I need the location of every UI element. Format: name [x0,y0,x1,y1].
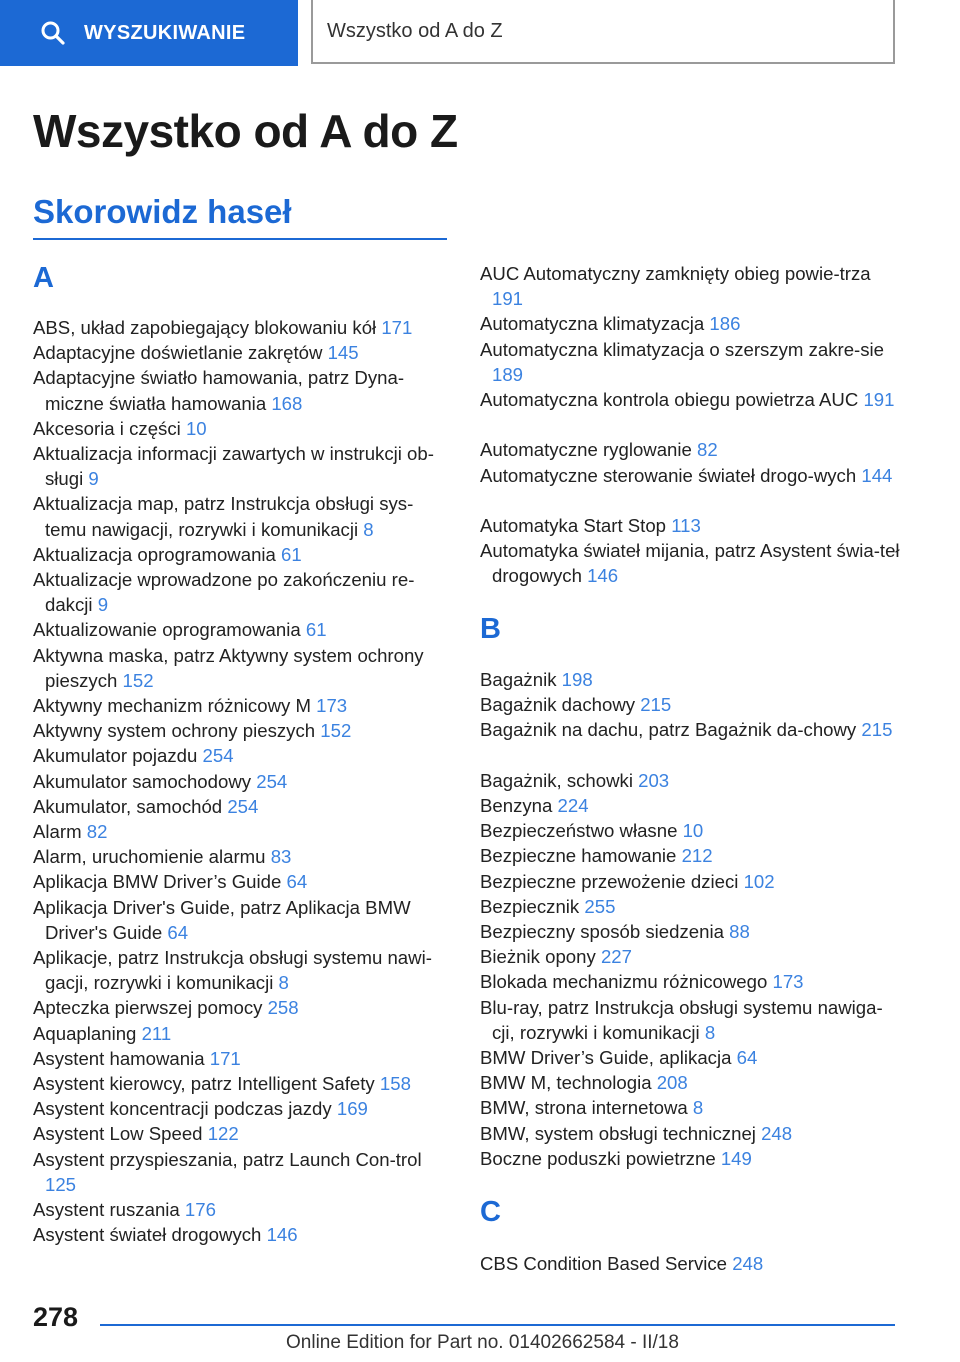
entry-page-link[interactable]: 168 [271,392,303,414]
entry-page-link[interactable]: 254 [202,745,234,767]
index-entry [480,793,900,818]
index-entry [480,538,900,588]
entry-page-link[interactable]: 255 [584,895,616,917]
entry-term: Aktualizowanie oprogramowania [33,619,306,641]
index-entry [33,1071,453,1096]
entry-page-link[interactable]: 176 [184,1199,216,1220]
entry-term: Apteczka pierwszej pomocy [33,997,268,1019]
entry-term: Bezpieczeństwo własne [480,820,683,842]
entry-page-link[interactable]: 191 [492,288,524,310]
entry-page-link[interactable]: 10 [185,417,207,439]
entry-page-link[interactable]: 254 [227,795,259,817]
index-entry [33,819,453,844]
entry-term: Boczne poduszki powietrzne [480,1147,721,1169]
entry-term: Blu-ray, patrz Instrukcja obsługi systemu nawiga-cji, rozrywki i komunikacji [480,996,883,1043]
entry-term: Asystent świateł drogowych [33,1224,267,1246]
index-entry [33,743,453,768]
entry-page-link[interactable]: 173 [772,971,804,993]
entry-page-link[interactable]: 215 [861,719,893,741]
entry-term: Alarm [33,821,87,842]
entry-page-link[interactable]: 61 [305,619,327,641]
entry-page-link[interactable]: 122 [207,1123,239,1145]
entry-term: Bezpieczne hamowanie [480,845,682,867]
entry-term: Aktualizacja map, patrz Instrukcja obsługi sys-temu nawigacji, rozrywki i komunikacji [33,493,414,540]
entry-term: Asystent przyspieszania, patrz Launch Con-trol [33,1148,422,1170]
index-entry [480,1146,900,1171]
entry-term: Aplikacje, patrz Instrukcja obsługi systemu nawi-gacji, rozrywki i komunikacji [33,947,432,994]
index-entry [33,1222,453,1247]
search-button-label: WYSZUKIWANIE [84,21,246,44]
section-divider [33,238,447,240]
entry-page-link[interactable]: 146 [587,565,619,587]
entry-page-link[interactable]: 82 [86,821,108,842]
index-entry [480,387,900,412]
entry-page-link[interactable]: 61 [281,543,302,565]
entry-term: BMW M, technologia [480,1072,657,1094]
entry-page-link[interactable]: 125 [45,1173,77,1195]
entry-term: Automatyczna klimatyzacja [480,313,710,335]
entry-term: Bezpieczne przewożenie dzieci [480,870,744,892]
entry-page-link[interactable]: 8 [363,518,374,540]
index-entry [33,1147,453,1197]
entry-page-link[interactable]: 149 [720,1147,752,1169]
entry-page-link[interactable]: 254 [256,770,288,792]
entry-term: Aplikacja Driver's Guide, patrz Aplikacja BMW Driver's Guide [33,896,411,943]
entry-page-link[interactable]: 9 [97,594,109,616]
index-entry [480,894,900,919]
entry-page-link[interactable]: 8 [704,1021,716,1043]
entry-term: Bagażnik dachowy [480,694,641,716]
edition-text: Online Edition for Part no. 01402662584 - II/18 [286,1332,679,1353]
entry-term: BMW, strona internetowa [480,1097,693,1119]
index-entry [33,945,453,995]
index-letter: A [33,262,54,294]
entry-page-link[interactable]: 64 [286,871,308,893]
entry-page-link[interactable]: 208 [656,1072,688,1094]
entry-page-link[interactable]: 8 [692,1097,704,1119]
index-entry [33,995,453,1020]
breadcrumb[interactable]: Wszystko od A do Z [311,0,895,64]
entry-term: Automatyczne ryglowanie [480,439,698,461]
entry-term: Aktywny mechanizm różnicowy M [33,695,317,716]
entry-term: Blokada mechanizmu różnicowego [480,971,773,993]
entry-page-link[interactable]: 258 [267,997,299,1019]
index-entry [33,441,453,491]
entry-term: Asystent kierowcy, patrz Intelligent Safety [33,1073,380,1094]
index-letter: B [480,613,501,645]
entry-term: Automatyka świateł mijania, patrz Asystent świa-teł drogowych [480,540,900,587]
page-number: 278 [33,1302,79,1332]
entry-term: Asystent koncentracji podczas jazdy [33,1098,337,1120]
index-entry [480,261,900,311]
entry-term: BMW, system obsługi technicznej [480,1122,762,1144]
index-entry [480,969,900,994]
index-entry [480,1095,900,1120]
entry-page-link[interactable]: 152 [320,720,352,742]
entry-term: AUC Automatyczny zamknięty obieg powie-trza [480,263,871,284]
index-entry [480,437,900,462]
index-entry [480,869,900,894]
entry-term: Akumulator samochodowy [33,770,257,792]
index-entry [480,1045,900,1070]
entry-term: CBS Condition Based Service [480,1253,733,1274]
entry-page-link[interactable]: 227 [600,946,632,968]
index-entry [33,315,453,340]
entry-page-link[interactable]: 248 [761,1122,793,1144]
index-entry [33,895,453,945]
index-letter: C [480,1196,501,1228]
index-entry [480,717,900,742]
entry-term: Bieżnik opony [480,946,601,968]
entry-term: Bagażnik [480,669,562,690]
page-title: Wszystko od A do Z [33,105,458,157]
entry-page-link[interactable]: 64 [736,1047,758,1068]
entry-page-link[interactable]: 169 [336,1098,368,1120]
entry-page-link[interactable]: 10 [682,820,704,842]
entry-term: Bezpieczny sposób siedzenia [480,921,730,942]
index-entry [33,1197,453,1222]
index-entry [33,1096,453,1121]
entry-page-link[interactable]: 248 [732,1253,764,1274]
index-entry [480,311,900,336]
entry-term: ABS, układ zapobiegający blokowaniu kół [33,317,382,338]
index-entry [480,1251,900,1276]
entry-page-link[interactable]: 189 [492,363,524,385]
entry-page-link[interactable]: 152 [122,669,154,691]
entry-term: Adaptacyjne światło hamowania, patrz Dyna-miczne światła hamowania [33,367,405,414]
entry-page-link[interactable]: 102 [743,870,775,892]
index-entry [480,513,900,538]
entry-term: Aktualizacje wprowadzone po zakończeniu re-dakcji [33,569,415,616]
index-entry [33,844,453,869]
index-entry [33,491,453,541]
entry-page-link[interactable]: 145 [327,342,359,364]
entry-page-link[interactable]: 171 [381,317,413,338]
index-entry [480,768,900,793]
entry-page-link[interactable]: 113 [671,515,701,536]
index-entry [33,1121,453,1146]
index-entry [33,567,453,617]
index-entry [480,995,900,1045]
entry-term: Aktualizacja informacji zawartych w instrukcji ob-sługi [33,443,434,490]
entry-page-link[interactable]: 215 [640,694,672,716]
entry-page-link[interactable]: 144 [861,464,893,486]
index-entry [33,643,453,693]
entry-term: Bagażnik, schowki [480,769,639,791]
index-entry [33,718,453,743]
entry-term: Alarm, uruchomienie alarmu [33,846,271,868]
index-entry [480,463,900,488]
entry-term: Aktywna maska, patrz Aktywny system ochrony pieszych [33,644,424,691]
index-entry [33,869,453,894]
entry-term: Aplikacja BMW Driver’s Guide [33,871,287,893]
footer-divider [100,1324,895,1326]
entry-page-link[interactable]: 191 [863,389,895,410]
search-button[interactable] [0,0,298,66]
entry-term: Bagażnik na dachu, patrz Bagażnik da-chowy [480,719,862,741]
index-entry [33,416,453,441]
entry-page-link[interactable]: 88 [729,921,750,942]
entry-page-link[interactable]: 8 [278,972,289,994]
entry-page-link[interactable]: 9 [88,468,99,490]
entry-term: Akumulator pojazdu [33,745,203,767]
entry-page-link[interactable]: 186 [709,313,741,335]
index-entry [33,1021,453,1046]
index-entry [480,944,900,969]
entry-page-link[interactable]: 212 [681,845,713,867]
index-entry [480,818,900,843]
entry-term: Akcesoria i części [33,417,186,439]
entry-term: Benzyna [480,795,558,816]
index-entry [33,794,453,819]
entry-page-link[interactable]: 158 [379,1073,411,1094]
entry-page-link[interactable]: 224 [557,795,589,816]
entry-page-link[interactable]: 64 [167,921,189,943]
entry-term: Asystent ruszania [33,1199,185,1220]
entry-page-link[interactable]: 198 [561,669,593,690]
entry-term: Aktualizacja oprogramowania [33,543,282,565]
index-entry [480,1121,900,1146]
entry-term: Asystent hamowania [33,1047,210,1069]
entry-page-link[interactable]: 83 [270,846,292,868]
entry-term: Automatyczna klimatyzacja o szerszym zakre-sie [480,338,885,360]
entry-term: Adaptacyjne doświetlanie zakrętów [33,342,328,364]
entry-page-link[interactable]: 82 [697,439,718,461]
index-entry [33,617,453,642]
index-entry [33,365,453,415]
entry-term: Akumulator, samochód [33,795,228,817]
index-entry [480,1070,900,1095]
entry-page-link[interactable]: 203 [638,769,670,791]
entry-page-link[interactable]: 173 [316,695,348,716]
search-icon [40,20,66,46]
section-title: Skorowidz haseł [33,193,292,230]
entry-term: Automatyczne sterowanie świateł drogo-wych [480,464,862,486]
entry-term: Automatyczna kontrola obiegu powietrza AUC [480,389,864,410]
entry-page-link[interactable]: 211 [141,1022,172,1044]
index-entry [480,667,900,692]
entry-term: Aktywny system ochrony pieszych [33,720,321,742]
entry-page-link[interactable]: 146 [266,1224,298,1246]
entry-term: Bezpiecznik [480,895,585,917]
index-entry [480,337,900,387]
entry-page-link[interactable]: 171 [209,1047,241,1069]
index-entry [33,769,453,794]
index-entry [33,693,453,718]
index-entry [480,919,900,944]
index-entry [480,692,900,717]
entry-term: Automatyka Start Stop [480,515,672,536]
entry-term: BMW Driver’s Guide, aplikacja [480,1047,737,1068]
top-bar [0,0,960,66]
index-entry [33,1046,453,1071]
index-entry [33,340,453,365]
index-entry [33,542,453,567]
index-entry [480,843,900,868]
entry-term: Aquaplaning [33,1022,142,1044]
entry-term: Asystent Low Speed [33,1123,208,1145]
